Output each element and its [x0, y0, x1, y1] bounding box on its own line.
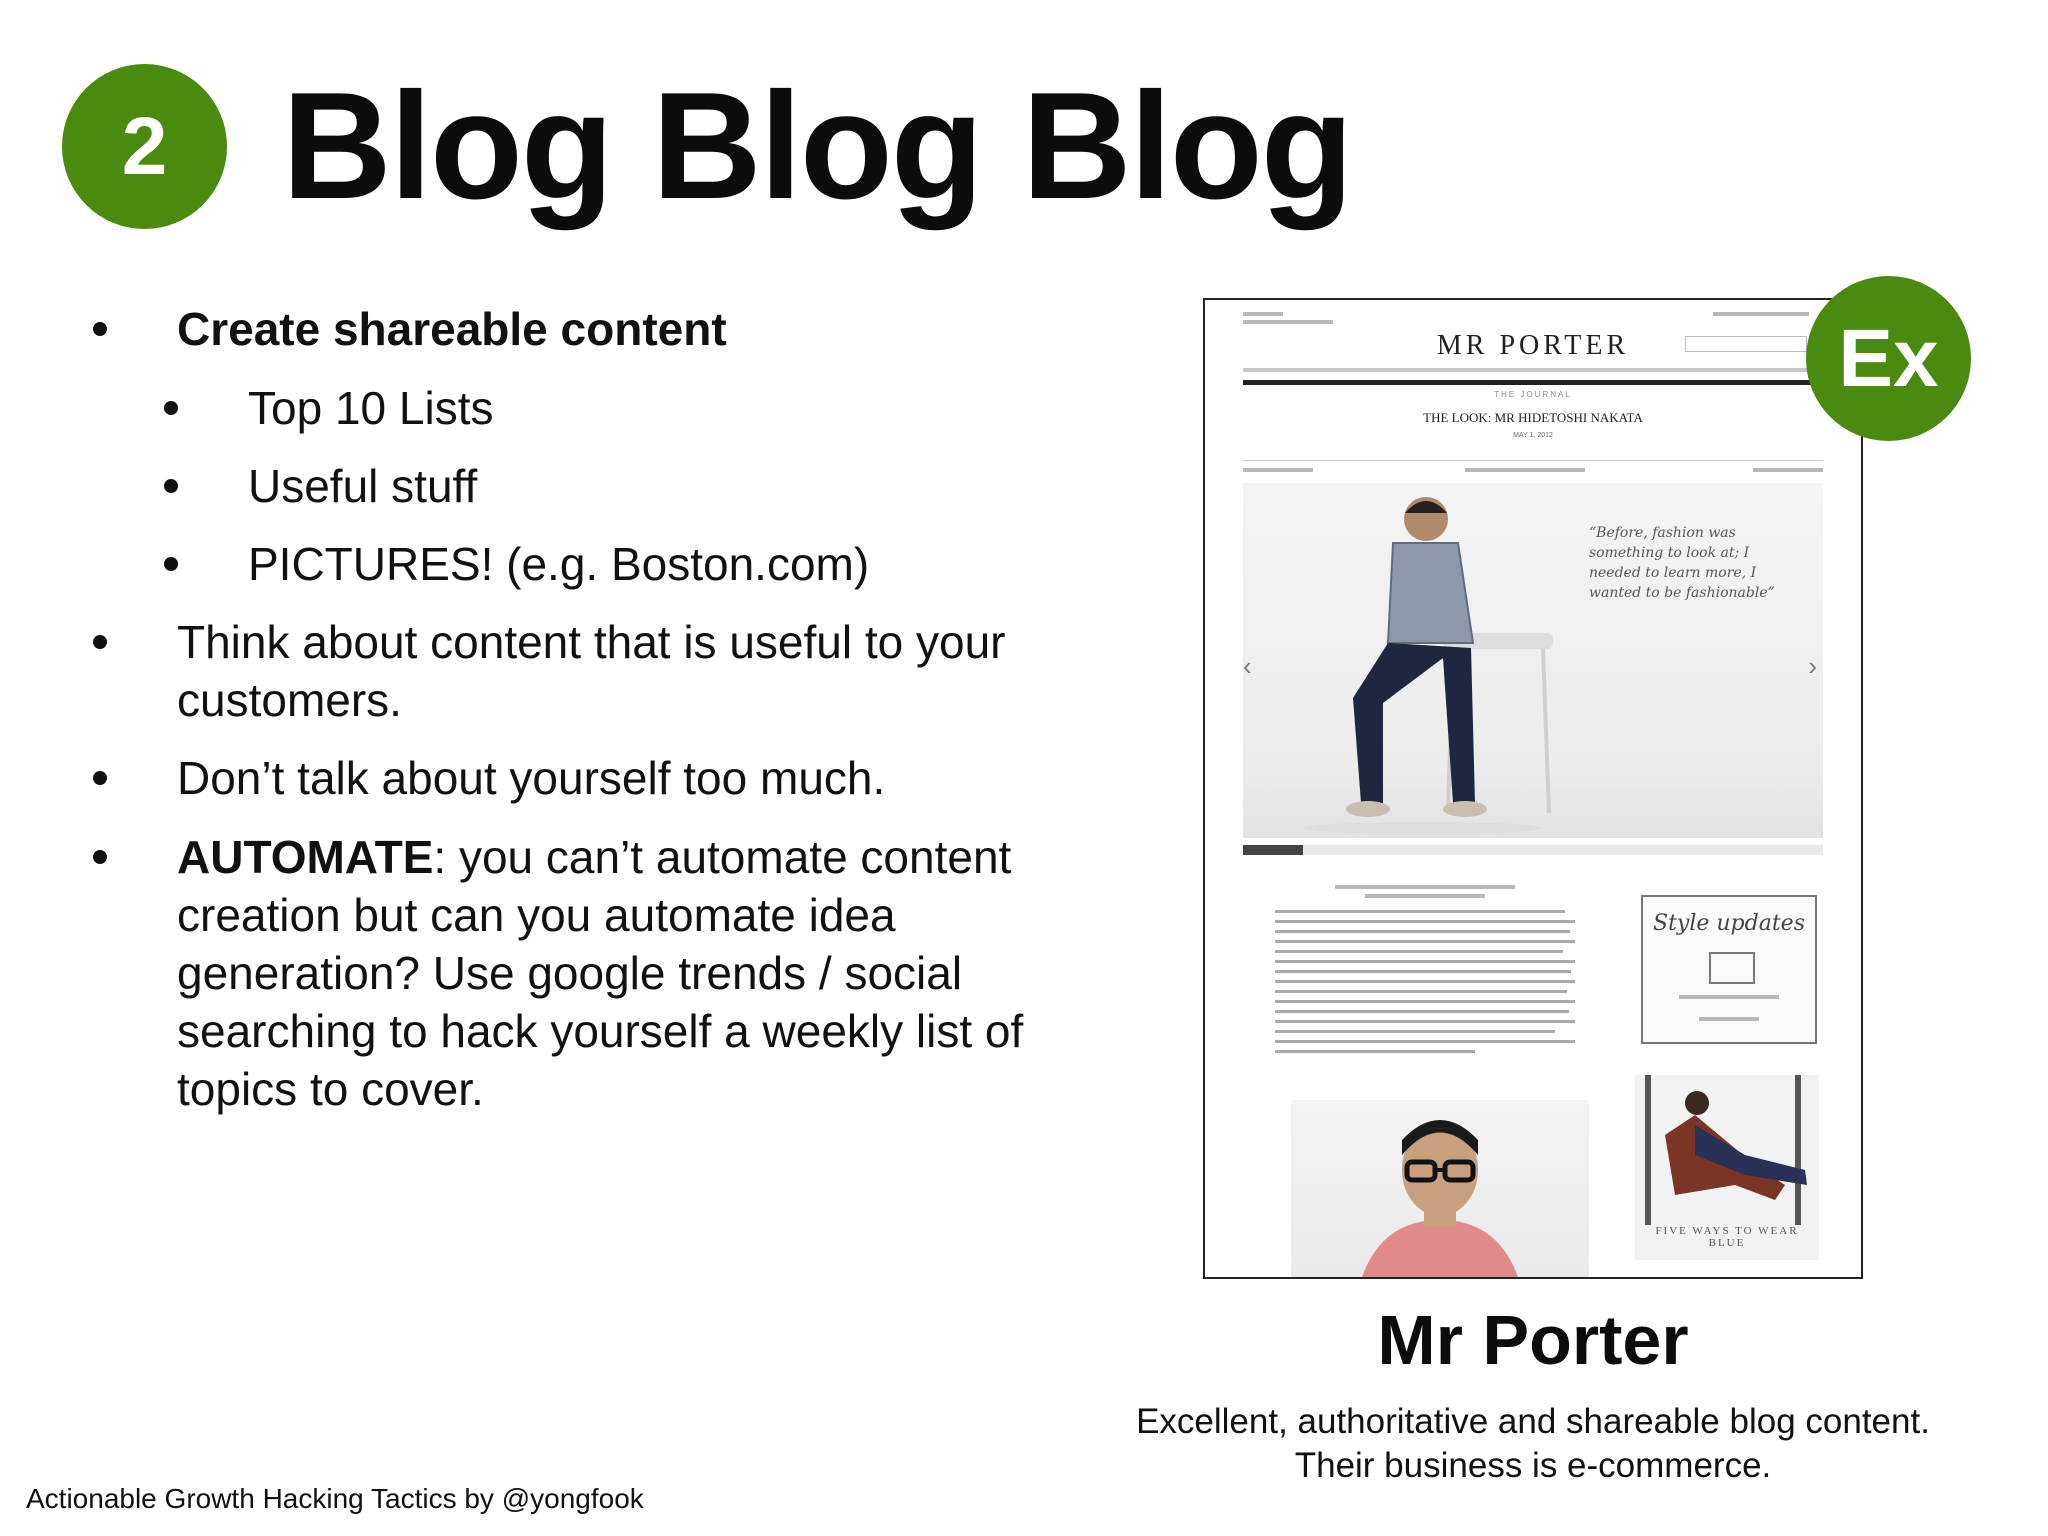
sub-bullet-item	[248, 535, 869, 593]
example-badge	[1806, 276, 1971, 441]
main-nav	[1243, 368, 1823, 372]
hero-photo	[1243, 483, 1823, 838]
bullet-dot-icon	[93, 850, 107, 864]
example-description	[1090, 1400, 1976, 1488]
chevron-left-icon: ‹	[1243, 651, 1252, 681]
example-title: Mr Porter	[1377, 1301, 1689, 1379]
sub-bullet-item	[248, 379, 493, 437]
style-updates-box	[1641, 895, 1817, 1044]
example-description-line: Their business is e-commerce.	[1294, 1446, 1772, 1485]
mr-porter-screenshot	[1203, 298, 1863, 1279]
article-title: THE LOOK: MR HIDETOSHI NAKATA	[1423, 410, 1643, 425]
bullet-text: Think about content that is useful to your customers.	[177, 616, 1006, 726]
bullet-dot-icon	[164, 401, 178, 415]
bullet-dot-icon	[93, 635, 107, 649]
bullet-dot-icon	[164, 557, 178, 571]
slide-number: 2	[121, 100, 168, 192]
strip-label	[1243, 845, 1303, 855]
bullet-item	[177, 300, 727, 358]
article-date: MAY 1, 2012	[1513, 432, 1553, 439]
previous-story-link	[1243, 468, 1313, 472]
hero-quote: “Before, fashion was something to look at; I needed to learn more, I wanted to be fashionable”	[1589, 525, 1775, 601]
bullet-text: Create shareable content	[177, 303, 727, 355]
bullet-text: PICTURES! (e.g. Boston.com)	[248, 538, 870, 590]
example-description-line: Excellent, authoritative and shareable blog content.	[1136, 1402, 1930, 1441]
envelope-icon	[1709, 952, 1755, 984]
bullet-text: Top 10 Lists	[248, 382, 494, 434]
issue-menu	[1465, 468, 1585, 472]
bullet-dot-icon	[93, 771, 107, 785]
sub-bullet-item	[248, 457, 477, 515]
portrait-photo	[1291, 1100, 1589, 1279]
five-ways-caption: FIVE WAYS TO WEAR BLUE	[1655, 1225, 1799, 1249]
bullet-dot-icon	[164, 479, 178, 493]
five-ways-promo	[1635, 1075, 1819, 1260]
nav-divider	[1243, 380, 1823, 385]
header-text	[1713, 312, 1809, 316]
journal-label: THE JOURNAL	[1494, 390, 1572, 399]
footer-credit: Actionable Growth Hacking Tactics by @yongfook	[26, 1483, 644, 1514]
bullet-item	[177, 613, 1057, 729]
style-updates-script: Style updates	[1653, 911, 1805, 936]
bullet-dot-icon	[93, 322, 107, 336]
article-body	[1275, 910, 1575, 1060]
header-text	[1243, 320, 1333, 324]
chevron-right-icon: ›	[1808, 651, 1817, 681]
slide-title: Blog Blog Blog	[282, 61, 1352, 231]
sign-up-link	[1699, 1017, 1759, 1021]
mr-porter-logo: MR PORTER	[1436, 330, 1630, 361]
header-text	[1243, 312, 1283, 316]
example-badge-label: Ex	[1838, 312, 1939, 404]
portrait-man-illustration	[1291, 1100, 1589, 1279]
bullet-text: Don’t talk about yourself too much.	[177, 752, 886, 804]
bullet-text: : you can’t automate content creation but can you automate idea generation? Use google trends / social searching to hack yourself a weekly list of topics to cover.	[177, 831, 1024, 1115]
search-box	[1685, 336, 1807, 352]
related-links-strip	[1243, 845, 1823, 855]
bullet-item	[177, 828, 1077, 1118]
bullet-text: Useful stuff	[248, 460, 478, 512]
article-credits	[1365, 894, 1485, 898]
bullet-bold-text: AUTOMATE	[177, 831, 434, 883]
newsletter-text	[1679, 995, 1779, 999]
bullet-item	[177, 749, 885, 807]
article-credits	[1335, 885, 1515, 889]
sub-nav-divider	[1243, 460, 1823, 461]
next-story-link	[1753, 468, 1823, 472]
